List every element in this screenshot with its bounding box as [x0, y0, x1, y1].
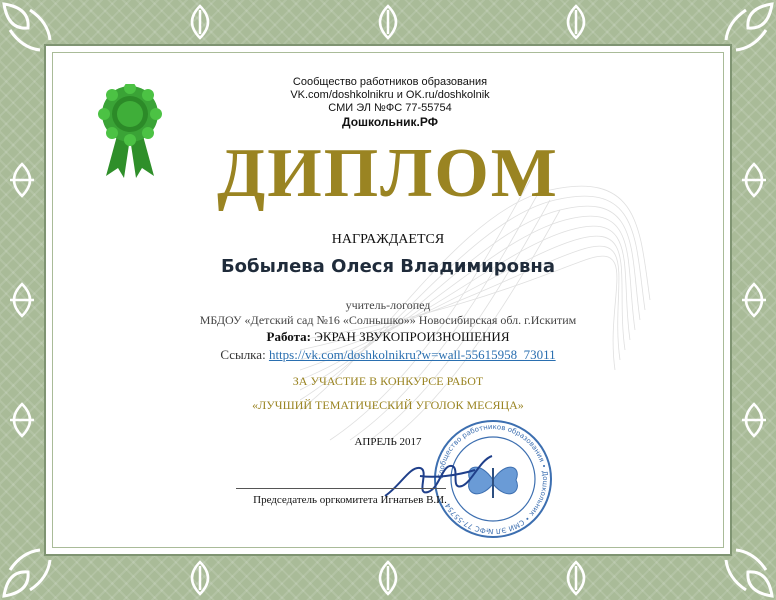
recipient-organization: МБДОУ «Детский сад №16 «Солнышко»» Новосибирская обл. г.Искитим — [199, 313, 577, 327]
top-ornament-left — [180, 2, 220, 42]
publisher-header — [240, 76, 540, 130]
work-link[interactable]: https://vk.com/doshkolnikru?w=wall-55615958_73011 — [268, 347, 556, 362]
work-label: Работа: — [266, 329, 311, 344]
recipient-position: учитель-логопед — [345, 298, 431, 312]
side-ornament-left-lower — [2, 400, 42, 440]
side-ornament-right-lower — [734, 400, 774, 440]
bottom-ornament-right — [556, 558, 596, 598]
award-date: АПРЕЛЬ 2017 — [354, 436, 422, 448]
participation-text: ЗА УЧАСТИЕ В КОНКУРСЕ РАБОТ — [292, 374, 484, 388]
side-ornament-right-middle — [734, 280, 774, 320]
bottom-ornament-left — [180, 558, 220, 598]
award-rosette-icon — [98, 84, 162, 180]
top-ornament-right — [556, 2, 596, 42]
stamp-text: Сообщество работников образования • Дошкольник • СМИ ЭЛ №ФС 77-55754 — [436, 422, 550, 536]
social-links: VK.com/doshkolnikru и OK.ru/doshkolnik — [290, 89, 490, 101]
diploma-title: ДИПЛОМ — [217, 135, 559, 212]
work-title: ЭКРАН ЗВУКОПРОИЗНОШЕНИЯ — [314, 329, 510, 344]
work-line — [180, 329, 596, 345]
link-line — [160, 347, 616, 363]
side-ornament-left-middle — [2, 280, 42, 320]
awarded-label: НАГРАЖДАЕТСЯ — [331, 232, 445, 247]
top-ornament-center — [368, 2, 408, 42]
community-name: Сообщество работников образования — [292, 76, 488, 88]
side-ornament-right-upper — [734, 160, 774, 200]
contest-name: «ЛУЧШИЙ ТЕМАТИЧЕСКИЙ УГОЛОК МЕСЯЦА» — [252, 398, 524, 412]
side-ornament-left-upper — [2, 160, 42, 200]
bottom-ornament-center — [368, 558, 408, 598]
site-name: Дошкольник.РФ — [342, 115, 438, 129]
signature-line — [236, 488, 446, 489]
recipient-name: Бобылева Олеся Владимировна — [220, 256, 556, 277]
link-label: Ссылка: — [220, 347, 266, 362]
signer-title: Председатель оргкомитета Игнатьев В.И. — [253, 494, 447, 506]
media-registration: СМИ ЭЛ №ФС 77-55754 — [328, 102, 452, 114]
